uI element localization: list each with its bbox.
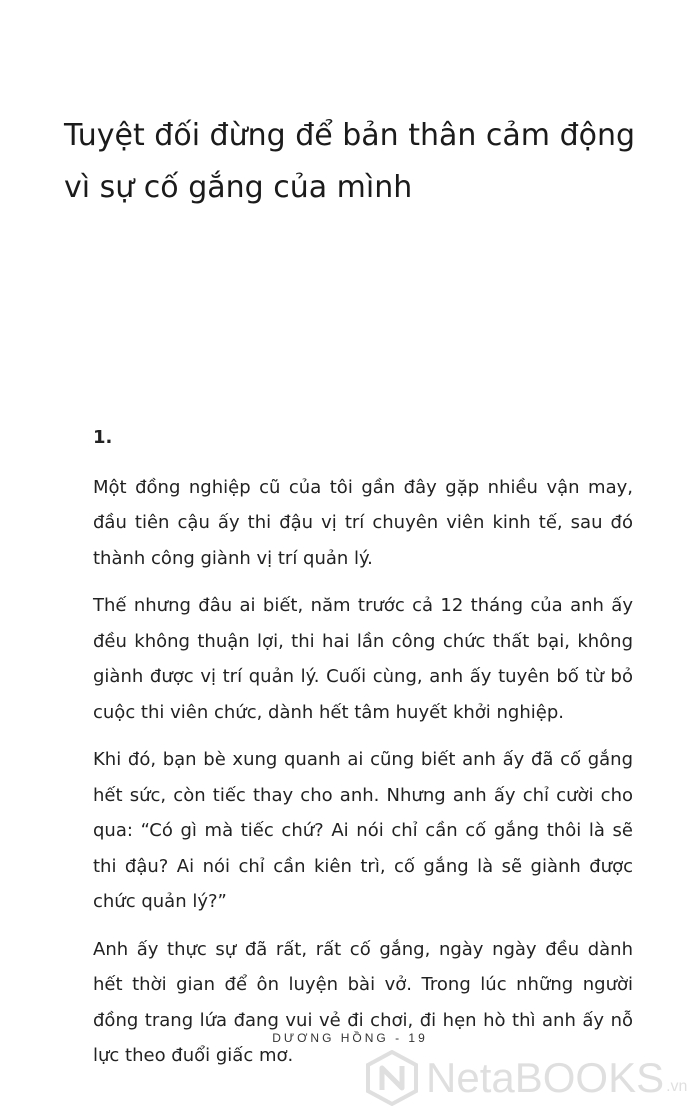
- watermark-suffix: .vn: [666, 1078, 688, 1095]
- watermark-brand: NetaBOOKS: [426, 1054, 665, 1101]
- n-logo-icon: [364, 1050, 420, 1106]
- paragraph-2: Thế nhưng đâu ai biết, năm trước cả 12 tháng của anh ấy đều không thuận lợi, thi hai lần công chức thất bại, không giành được vị trí quản lý. Cuối cùng, anh ấy tuyên bố từ bỏ cuộc thi viên chức, dành hết tâm huyết khởi nghiệp.: [93, 595, 633, 723]
- paragraph-1: Một đồng nghiệp cũ của tôi gần đây gặp nhiều vận may, đầu tiên cậu ấy thi đậu vị trí chuyên viên kinh tế, sau đó thành công giành vị trí quản lý.: [93, 476, 633, 569]
- paragraph-4: Anh ấy thực sự đã rất, rất cố gắng, ngày ngày đều dành hết thời gian để ôn luyện bài vở. Trong lúc những người đồng trang lứa đang vui vẻ đi chơi, đi hẹn hò thì anh ấy nỗ lực theo đuổi giấc mơ.: [93, 938, 633, 1066]
- chapter-title: Tuyệt đối đừng để bản thân cảm động vì sự cố gắng của mình: [64, 118, 636, 205]
- page-footer: DƯƠNG HỒNG - 19: [272, 1031, 428, 1045]
- section-number: 1.: [93, 427, 113, 448]
- watermark: [364, 1046, 694, 1110]
- chapter-body: [93, 420, 633, 1086]
- paragraph-3: Khi đó, bạn bè xung quanh ai cũng biết anh ấy đã cố gắng hết sức, còn tiếc thay cho anh. Nhưng anh ấy chỉ cười cho qua: “Có gì mà tiếc chứ? Ai nói chỉ cần cố gắng thôi là sẽ thi đậu? Ai nói chỉ cần kiên trì, cố gắng là sẽ giành được chức quản lý?”: [93, 749, 633, 912]
